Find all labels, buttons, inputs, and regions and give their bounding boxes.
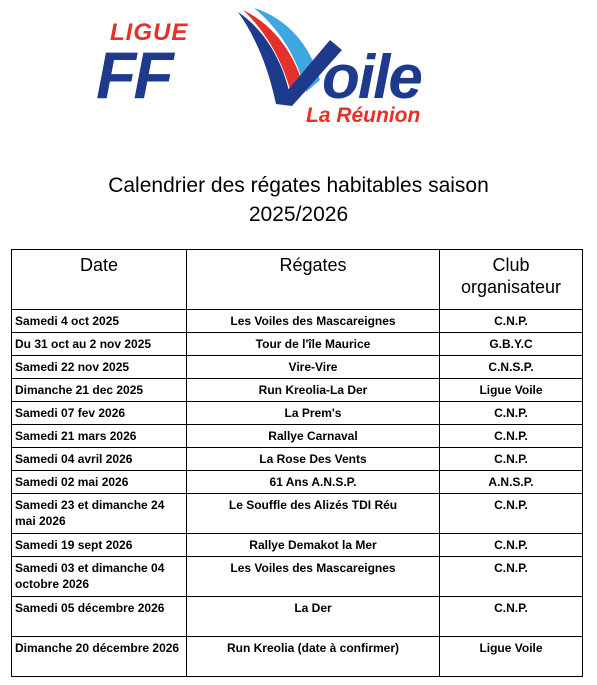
table-row <box>12 471 583 494</box>
date-cell: Samedi 19 sept 2026 <box>12 534 187 557</box>
club-cell: C.N.P. <box>440 534 583 557</box>
date-cell: Dimanche 21 dec 2025 <box>12 379 187 402</box>
date-cell: Samedi 4 oct 2025 <box>12 310 187 333</box>
club-cell: C.N.P. <box>440 402 583 425</box>
club-cell: C.N.P. <box>440 494 583 534</box>
table-row <box>12 637 583 677</box>
header-date: Date <box>12 250 187 310</box>
club-cell: Ligue Voile <box>440 637 583 677</box>
table-row <box>12 356 583 379</box>
header-club-line-1: Club <box>492 255 530 275</box>
logo-reunion-text: La Réunion <box>306 104 421 127</box>
ffvoile-reunion-logo <box>0 0 597 135</box>
regate-cell: Tour de l'île Maurice <box>187 333 440 356</box>
club-cell: C.N.S.P. <box>440 356 583 379</box>
regate-cell: La Der <box>187 597 440 637</box>
regate-cell: Rallye Carnaval <box>187 425 440 448</box>
club-cell: C.N.P. <box>440 448 583 471</box>
header-club <box>440 250 583 310</box>
club-cell: G.B.Y.C <box>440 333 583 356</box>
club-cell: C.N.P. <box>440 310 583 333</box>
club-cell: Ligue Voile <box>440 379 583 402</box>
date-cell: Samedi 04 avril 2026 <box>12 448 187 471</box>
logo-voile-text: oile <box>322 43 421 112</box>
regate-cell: Run Kreolia-La Der <box>187 379 440 402</box>
table-row <box>12 333 583 356</box>
table-row <box>12 557 583 597</box>
date-cell: Samedi 05 décembre 2026 <box>12 597 187 637</box>
date-cell: Samedi 03 et dimanche 04 octobre 2026 <box>12 557 187 597</box>
table-row <box>12 448 583 471</box>
header-regates: Régates <box>187 250 440 310</box>
logo-graphic <box>0 0 597 135</box>
date-cell: Samedi 22 nov 2025 <box>12 356 187 379</box>
date-cell: Samedi 07 fev 2026 <box>12 402 187 425</box>
club-cell: A.N.S.P. <box>440 471 583 494</box>
table-row <box>12 425 583 448</box>
regate-cell: Rallye Demakot la Mer <box>187 534 440 557</box>
logo-ligue-text: LIGUE <box>110 19 189 46</box>
title-line-2: 2025/2026 <box>248 203 349 226</box>
title-line-1: Calendrier des régates habitables saison <box>108 174 489 197</box>
regate-cell: 61 Ans A.N.S.P. <box>187 471 440 494</box>
regate-cell: La Rose Des Vents <box>187 448 440 471</box>
table-header-row <box>12 250 583 310</box>
page-title <box>0 171 597 229</box>
regate-cell: Les Voiles des Mascareignes <box>187 310 440 333</box>
club-cell: C.N.P. <box>440 557 583 597</box>
table-body <box>12 310 583 677</box>
regate-cell: La Prem's <box>187 402 440 425</box>
table-row <box>12 494 583 534</box>
date-cell: Samedi 21 mars 2026 <box>12 425 187 448</box>
table-row <box>12 310 583 333</box>
regate-cell: Run Kreolia (date à confirmer) <box>187 637 440 677</box>
club-cell: C.N.P. <box>440 597 583 637</box>
table-row <box>12 379 583 402</box>
date-cell: Samedi 23 et dimanche 24 mai 2026 <box>12 494 187 534</box>
table-row <box>12 534 583 557</box>
regate-cell: Le Souffle des Alizés TDI Réu <box>187 494 440 534</box>
regattas-calendar-table <box>11 249 583 677</box>
table-row <box>12 402 583 425</box>
date-cell: Du 31 oct au 2 nov 2025 <box>12 333 187 356</box>
date-cell: Samedi 02 mai 2026 <box>12 471 187 494</box>
regate-cell: Les Voiles des Mascareignes <box>187 557 440 597</box>
header-club-line-2: organisateur <box>460 277 562 297</box>
logo-ff-text: FF <box>96 38 171 112</box>
regate-cell: Vire-Vire <box>187 356 440 379</box>
club-cell: C.N.P. <box>440 425 583 448</box>
table-row <box>12 597 583 637</box>
date-cell: Dimanche 20 décembre 2026 <box>12 637 187 677</box>
